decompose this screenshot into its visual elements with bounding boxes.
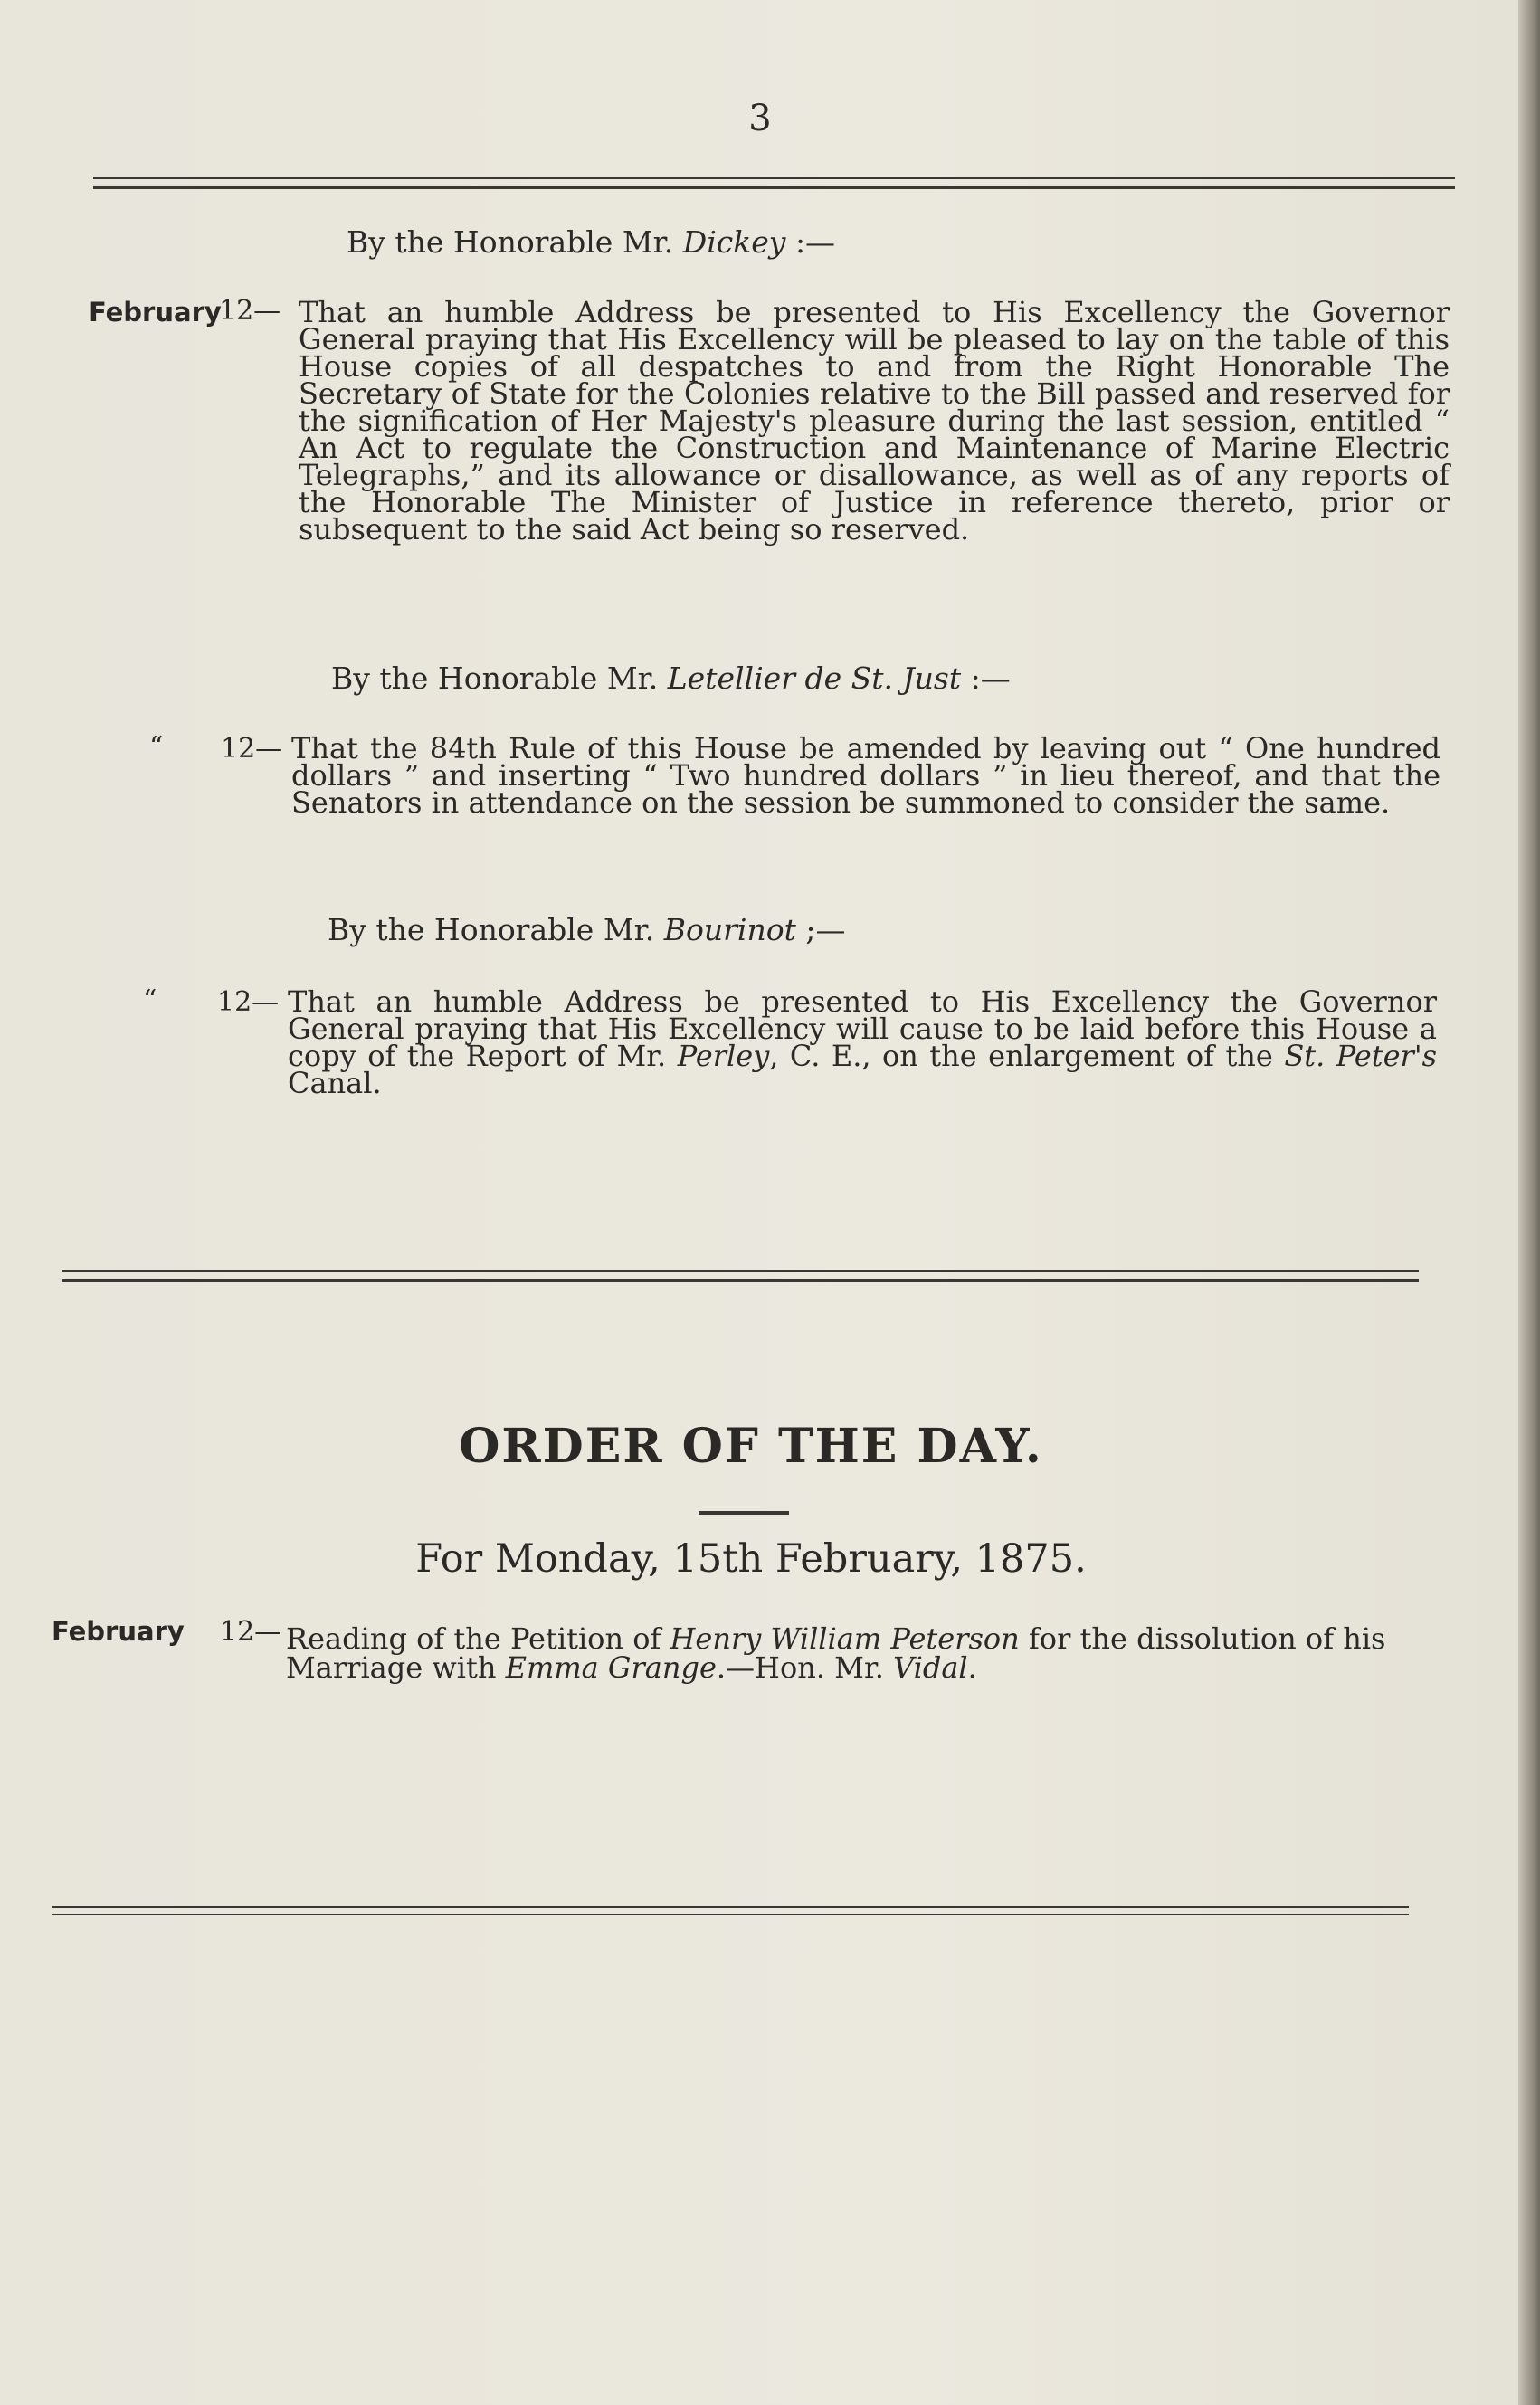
order-text-part: . — [967, 1650, 977, 1685]
order-date: February — [52, 1616, 185, 1647]
petitioner-name: Henry William Peterson — [670, 1621, 1020, 1656]
binding-edge — [1518, 0, 1540, 2405]
section-rule-double — [62, 1279, 1419, 1282]
ditto-mark: “ — [143, 984, 157, 1016]
motion-text: That the 84th Rule of this House be amended by leaving out “ One hundred dollars ” and inserting “ Two hundred dollars ” in lieu thereof, and that the Senators in attendance on the session be summoned to consider the same. — [291, 731, 1440, 820]
mover-name: Vidal — [893, 1650, 968, 1685]
mover-suffix: :— — [794, 224, 836, 260]
order-item-text — [286, 1621, 1426, 1685]
order-text-part: Reading of the Petition of — [286, 1621, 661, 1656]
section-rule — [62, 1270, 1419, 1272]
order-text-part: for the dissolution of his Marriage with — [286, 1621, 1386, 1685]
motion-mover-line — [328, 912, 845, 947]
motion-number: 12— — [217, 986, 280, 1018]
mover-name: Bourinot — [663, 912, 796, 947]
motion-text-part: , C. E., on the enlargement of the — [769, 1039, 1273, 1073]
motion-number: 12— — [219, 295, 281, 327]
motion-text-part: That an humble Address be presented to His Excellency the Governor General praying that His Excellency will cause to be laid before this House a copy of the Report of Mr. — [288, 984, 1437, 1073]
order-date-subheading: For Monday, 15th February, 1875. — [415, 1536, 1087, 1582]
mover-suffix: :— — [970, 661, 1011, 696]
motion-mover-line — [347, 224, 835, 260]
mover-prefix: By the Honorable Mr. — [347, 224, 674, 260]
motion-number: 12— — [221, 733, 283, 765]
top-rule-double — [93, 186, 1455, 189]
mover-suffix: ;— — [805, 912, 846, 947]
order-of-the-day-heading: ORDER OF THE DAY. — [459, 1419, 1043, 1474]
canal-name: St. Peter's — [1284, 1039, 1438, 1073]
bottom-rule-double — [52, 1914, 1409, 1915]
top-rule — [93, 177, 1455, 179]
order-text-part: .—Hon. Mr. — [716, 1650, 884, 1685]
page-number: 3 — [748, 98, 772, 139]
bottom-rule — [52, 1906, 1409, 1908]
ditto-mark: “ — [149, 731, 164, 763]
mover-prefix: By the Honorable Mr. — [331, 661, 659, 696]
motion-text: That an humble Address be presented to His Excellency the Governor General praying that His Excellency will be pleased to lay on the table of this House copies of all despatches to and from the Right Honorable The Secretary of State for the Colonies relative to the Bill passed and reserved for the signification of Her Majesty's pleasure during the last session, entitled “ An Act to regulate the Construction and Maintenance of Marine Electric Telegraphs,” and its allowance or disallowance, as well as of any reports of the Honorable The Minister of Justice in reference thereto, prior or subsequent to the said Act being so reserved. — [299, 295, 1450, 547]
motion-date: February — [89, 297, 222, 328]
spouse-name: Emma Grange — [505, 1650, 717, 1685]
mover-prefix: By the Honorable Mr. — [328, 912, 655, 947]
order-number: 12— — [220, 1616, 282, 1648]
engineer-name: Perley — [677, 1039, 770, 1073]
motion-text — [288, 984, 1438, 1100]
mover-name: Dickey — [682, 224, 786, 260]
mover-name: Letellier de St. Just — [667, 661, 962, 696]
motion-mover-line — [331, 661, 1011, 696]
motion-text-part: Canal. — [288, 1066, 382, 1100]
heading-underline — [699, 1511, 789, 1515]
